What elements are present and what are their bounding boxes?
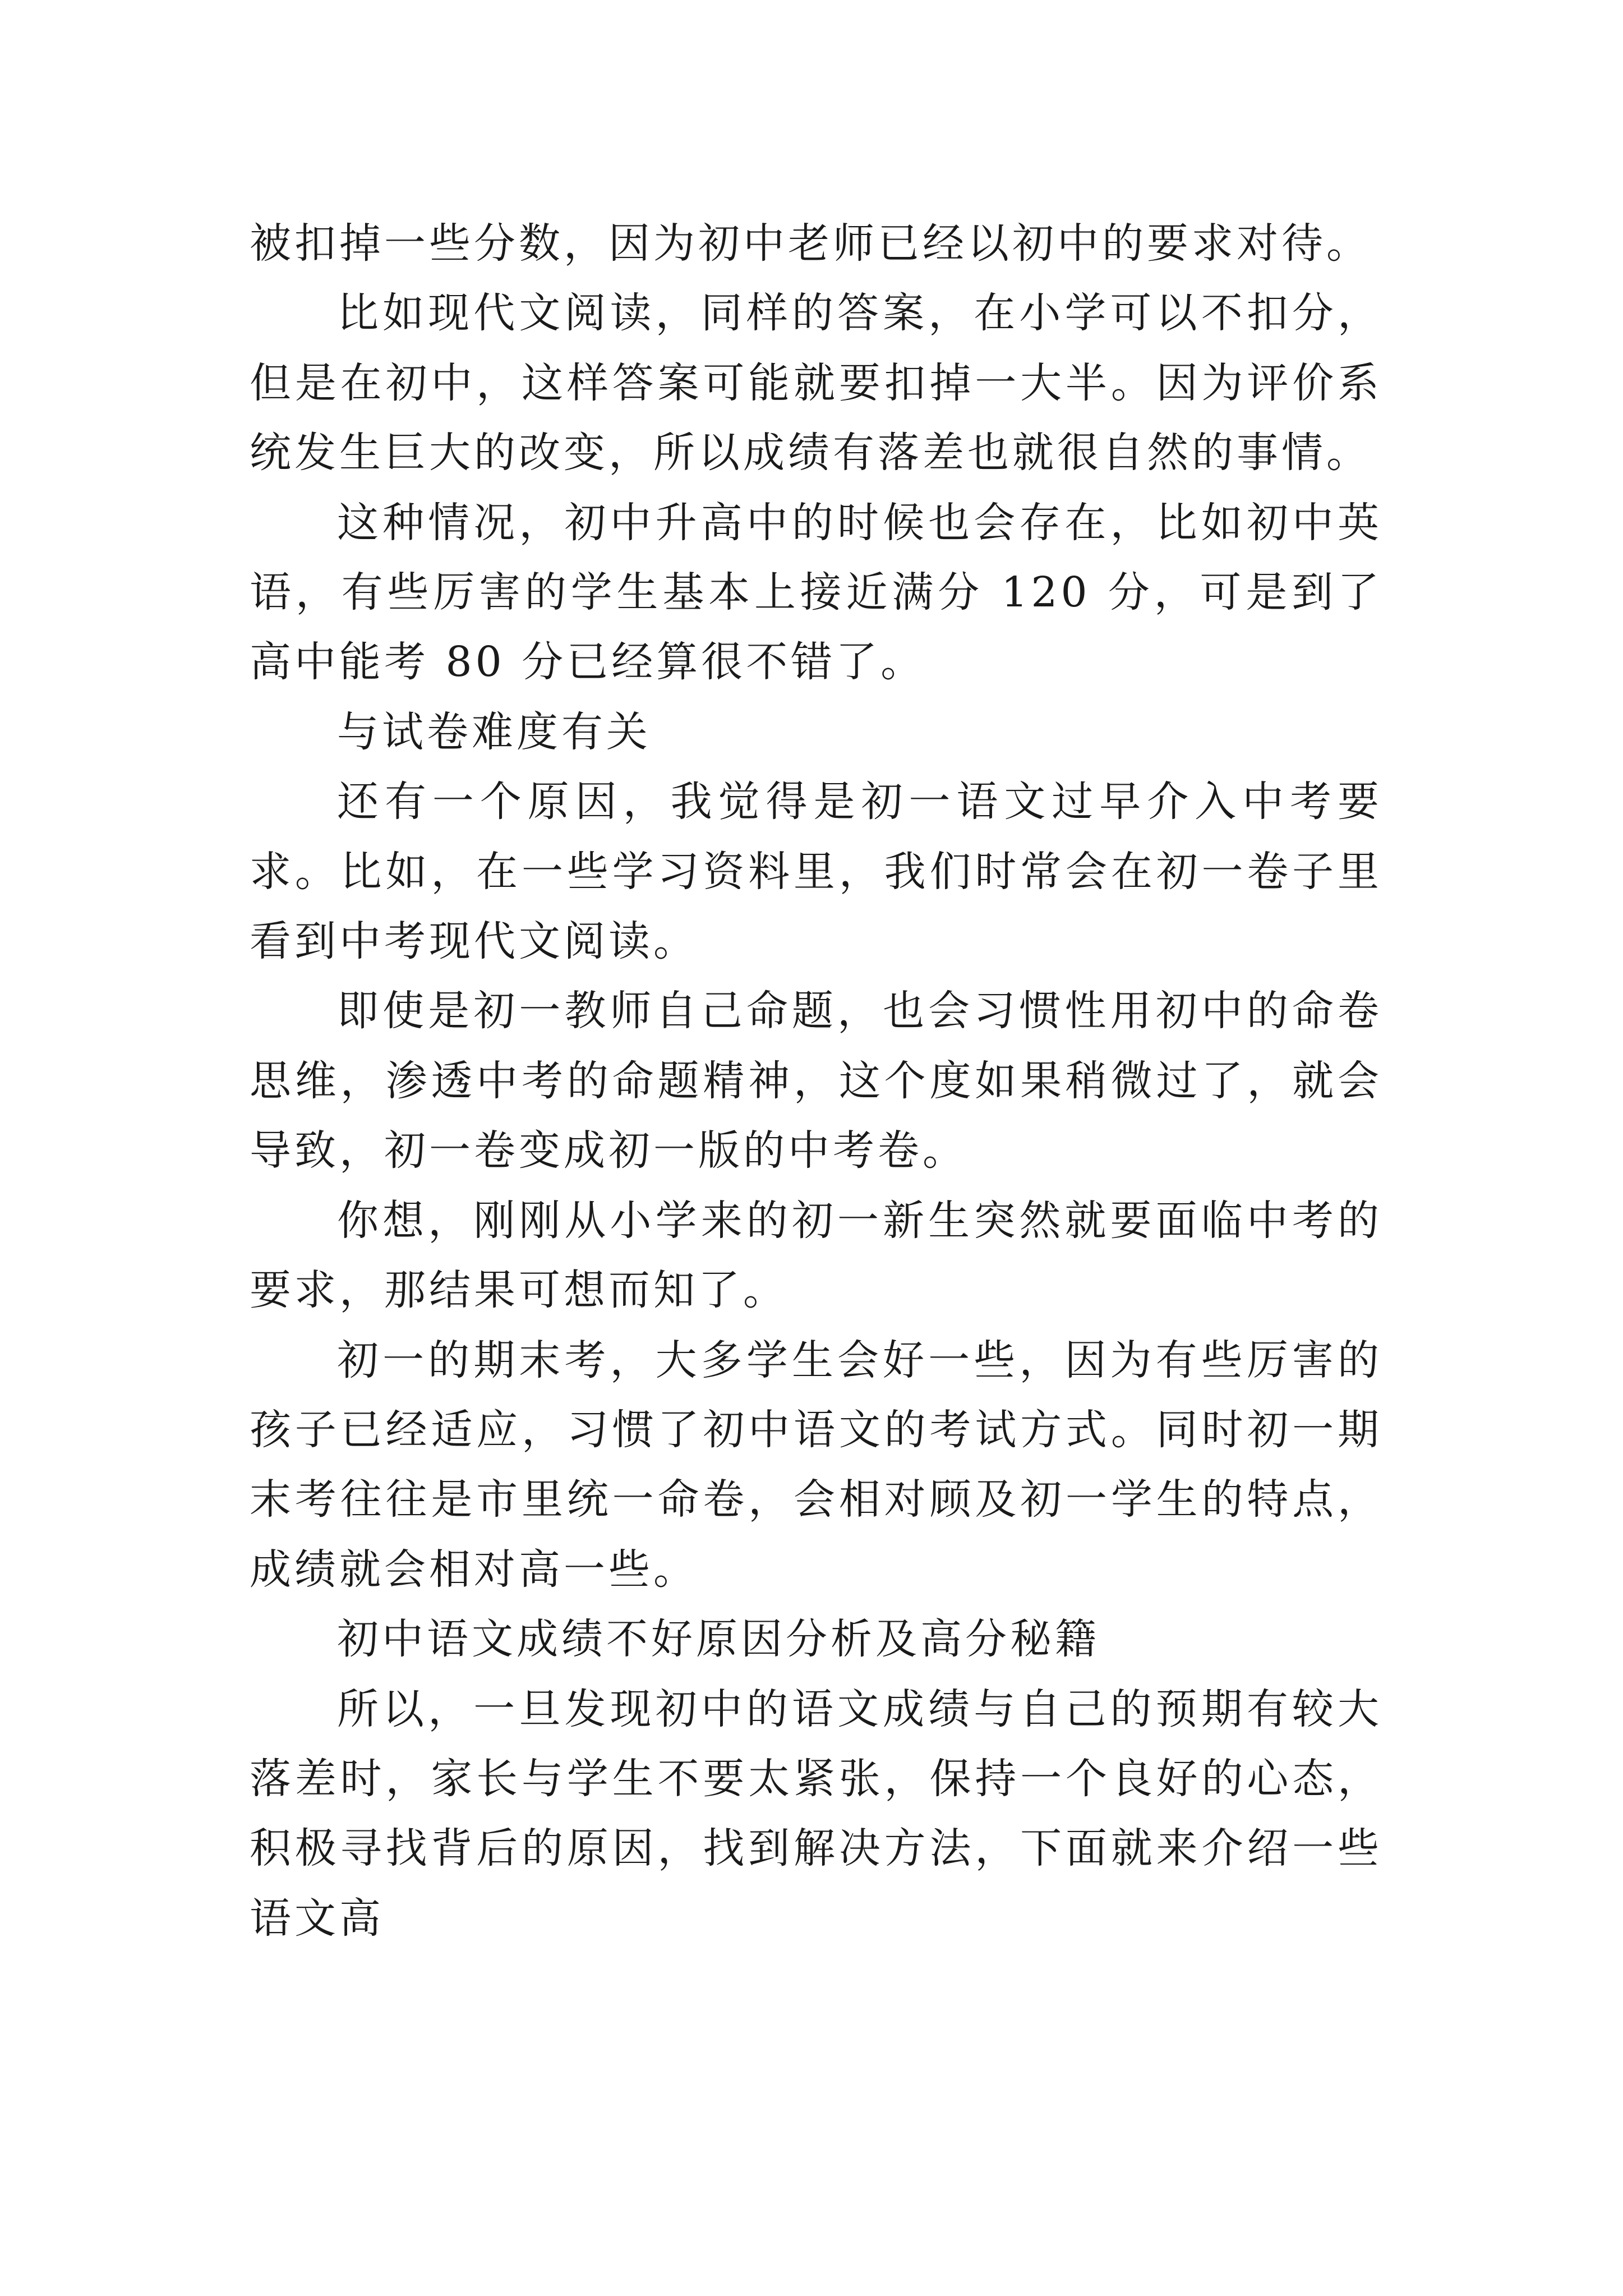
section-heading: 与试卷难度有关 (337, 707, 651, 756)
paragraph-continuation: 被扣掉一些分数，因为初中老师已经以初中的要求对待。 (250, 219, 1371, 268)
paragraph: 即使是初一教师自己命题，也会习惯性用初中的命卷思维，渗透中考的命题精神，这个度如果稍微过了，就会导致，初一卷变成初一版的中考卷。 (250, 987, 1382, 1175)
section-heading: 初中语文成绩不好原因分析及高分秘籍 (337, 1615, 1100, 1664)
paragraph: 这种情况，初中升高中的时候也会存在，比如初中英语，有些厉害的学生基本上接近满分 120 分，可是到了高中能考 80 分已经算很不错了。 (250, 498, 1382, 687)
paragraph: 比如现代文阅读，同样的答案，在小学可以不扣分，但是在初中，这样答案可能就要扣掉一大半。因为评价系统发生巨大的改变，所以成绩有落差也就很自然的事情。 (250, 289, 1382, 477)
document-body (250, 209, 1382, 1953)
paragraph: 还有一个原因，我觉得是初一语文过早介入中考要求。比如，在一些学习资料里，我们时常会在初一卷子里看到中考现代文阅读。 (250, 777, 1382, 966)
paragraph: 所以，一旦发现初中的语文成绩与自己的预期有较大落差时，家长与学生不要太紧张，保持一个良好的心态，积极寻找背后的原因，找到解决方法，下面就来介绍一些语文高 (250, 1685, 1382, 1943)
paragraph: 你想，刚刚从小学来的初一新生突然就要面临中考的要求，那结果可想而知了。 (250, 1196, 1382, 1315)
paragraph: 初一的期末考，大多学生会好一些，因为有些厉害的孩子已经适应，习惯了初中语文的考试方式。同时初一期末考往往是市里统一命卷，会相对顾及初一学生的特点，成绩就会相对高一些。 (250, 1336, 1382, 1594)
